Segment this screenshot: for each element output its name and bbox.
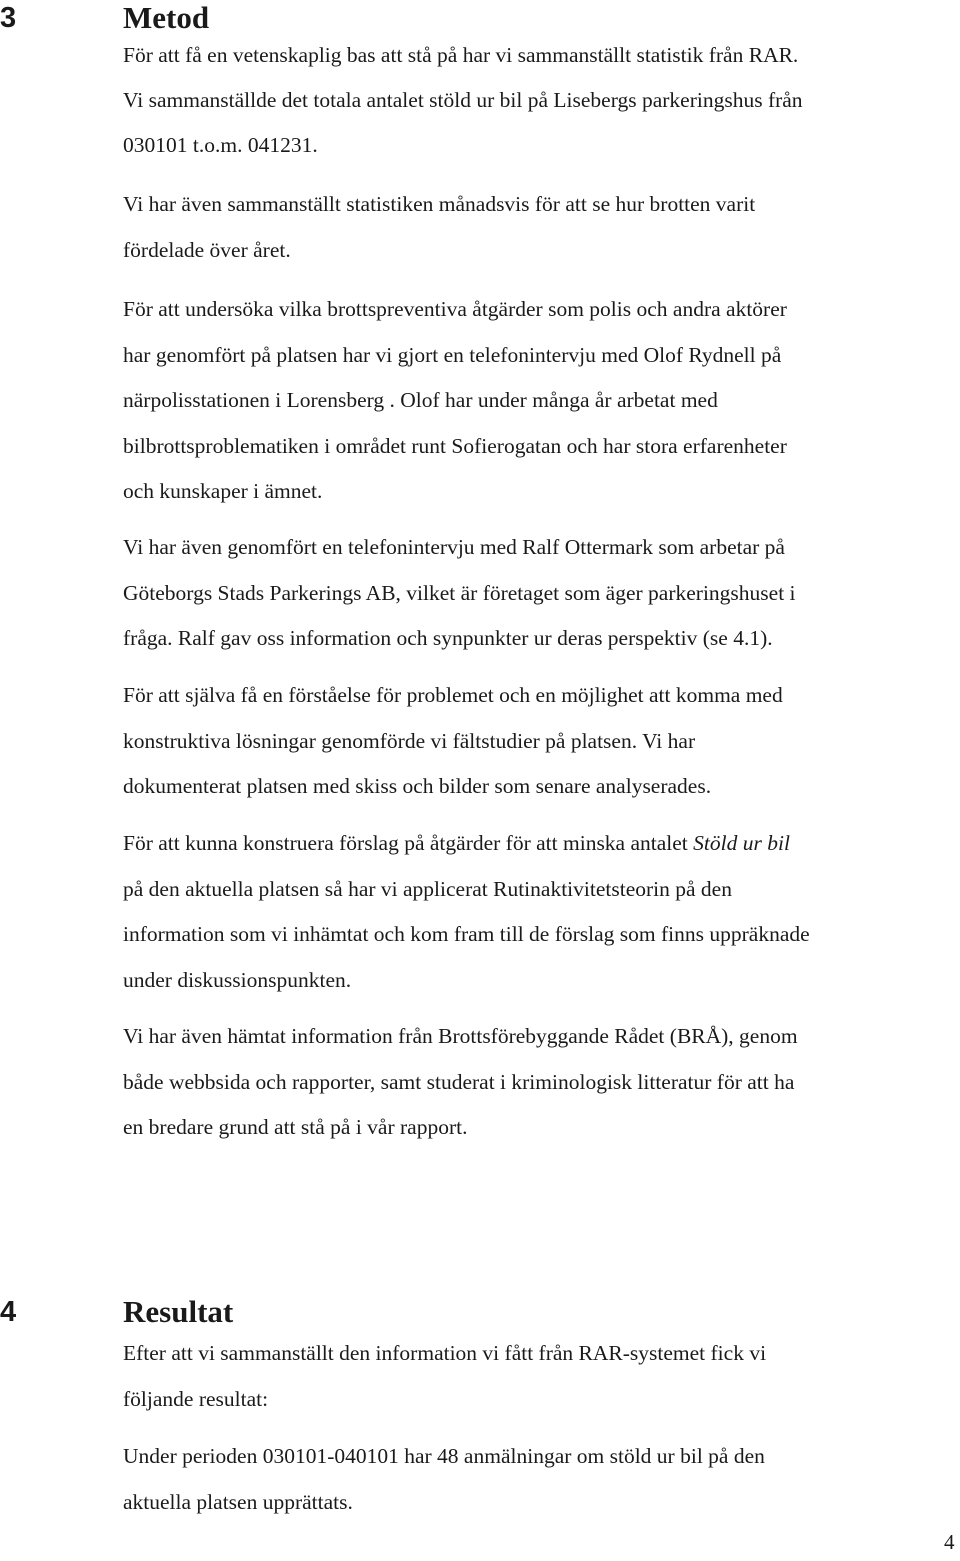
- section-title: Resultat: [123, 1294, 234, 1329]
- text-line: dokumenterat platsen med skiss och bilder som senare analyserades.: [123, 774, 712, 798]
- text-segment: För att kunna konstruera förslag på åtgärder för att minska antalet: [123, 831, 694, 855]
- paragraph-results-intro: [123, 1331, 960, 1422]
- text-line: närpolisstationen i Lorensberg . Olof har under många år arbetat med: [123, 388, 718, 412]
- text-line: För att själva få en förståelse för problemet och en möjlighet att komma med: [123, 683, 783, 707]
- text-line: För att få en vetenskaplig bas att stå på har vi sammanställt statistik från RAR.: [123, 43, 799, 67]
- page-number: 4: [944, 1530, 955, 1554]
- text-line: konstruktiva lösningar genomförde vi fältstudier på platsen. Vi har: [123, 728, 696, 753]
- paragraph-statistics-source: [123, 33, 960, 168]
- text-line: Vi har även genomfört en telefonintervju med Ralf Ottermark som arbetar på: [123, 535, 785, 559]
- text-line: [123, 821, 960, 867]
- text-line: under diskussionspunkten.: [123, 967, 352, 992]
- section-number: 3: [0, 2, 17, 34]
- text-line: Efter att vi sammanställt den information vi fått från RAR-systemet fick vi: [123, 1341, 767, 1365]
- text-line: Under perioden 030101-040101 har 48 anmälningar om stöld ur bil på den: [123, 1444, 765, 1468]
- text-line: både webbsida och rapporter, samt studerat i kriminologisk litteratur för att ha: [123, 1069, 795, 1094]
- text-line: Vi sammanställde det totala antalet stöld ur bil på Lisebergs parkeringshus från: [123, 88, 803, 112]
- paragraph-parking-company-interview: [123, 525, 960, 662]
- paragraph-monthly-statistics: [123, 182, 960, 273]
- text-line: på den aktuella platsen så har vi applicerat Rutinaktivitetsteorin på den: [123, 876, 732, 901]
- text-line: Vi har även hämtat information från Brottsförebyggande Rådet (BRÅ), genom: [123, 1024, 798, 1048]
- text-line: aktuella platsen upprättats.: [123, 1489, 353, 1514]
- emphasis-term: Stöld ur bil: [693, 831, 790, 855]
- text-line: fråga. Ralf gav oss information och synpunkter ur deras perspektiv (se 4.1).: [123, 626, 773, 650]
- text-line: en bredare grund att stå på i vår rapport.: [123, 1115, 468, 1139]
- text-line: information som vi inhämtat och kom fram till de förslag som finns uppräknade: [123, 922, 810, 946]
- text-line: har genomfört på platsen har vi gjort en telefonintervju med Olof Rydnell på: [123, 342, 782, 367]
- text-line: bilbrottsproblematiken i området runt Sofierogatan och har stora erfarenheter: [123, 433, 787, 458]
- paragraph-results-count: [123, 1434, 960, 1525]
- section-title: Metod: [123, 0, 210, 35]
- text-line: fördelade över året.: [123, 237, 291, 262]
- paragraph-field-studies: [123, 673, 960, 810]
- text-line: För att undersöka vilka brottspreventiva åtgärder som polis och andra aktörer: [123, 297, 787, 321]
- text-line: 030101 t.o.m. 041231.: [123, 133, 318, 157]
- paragraph-bra-sources: [123, 1014, 960, 1151]
- paragraph-routine-activity-theory: [123, 821, 960, 1003]
- section-number: 4: [0, 1296, 17, 1328]
- text-line: följande resultat:: [123, 1386, 269, 1411]
- text-line: och kunskaper i ämnet.: [123, 479, 323, 503]
- text-line: Göteborgs Stads Parkerings AB, vilket är företaget som äger parkeringshuset i: [123, 580, 796, 605]
- paragraph-police-interview: [123, 287, 960, 515]
- text-line: Vi har även sammanställt statistiken månadsvis för att se hur brotten varit: [123, 192, 756, 216]
